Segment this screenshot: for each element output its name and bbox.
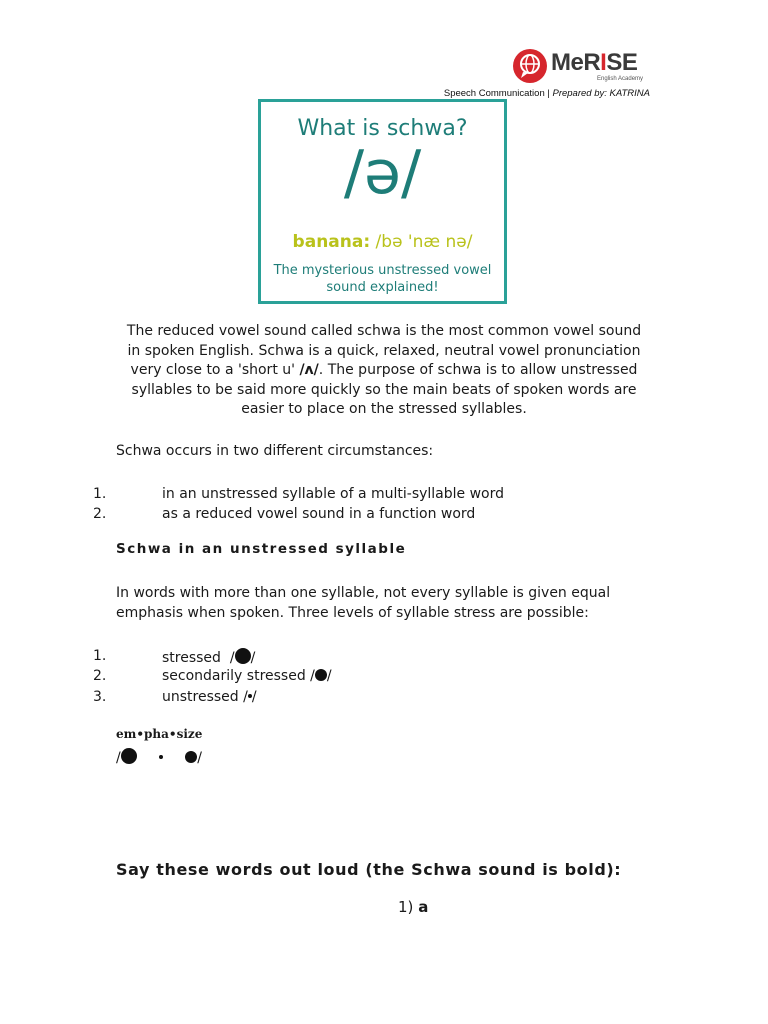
schwa-symbol: /ə/: [343, 138, 422, 208]
card-subtitle: [261, 262, 504, 296]
list-item: as a reduced vowel sound in a function word: [162, 506, 476, 522]
example-emphasize: em•pha•size: [116, 727, 203, 741]
document-header: [400, 88, 650, 99]
stressed-dot-icon: [121, 748, 137, 764]
circumstances-intro: Schwa occurs in two different circumstances:: [116, 443, 434, 459]
stress-level-unstressed: unstressed / /: [162, 689, 257, 705]
stress-level-stressed: stressed / /: [162, 650, 256, 666]
paragraph-line: very close to a 'short u' /ʌ/. The purpose of schwa is to allow unstressed: [130, 362, 638, 378]
globe-chat-icon: [513, 49, 547, 83]
paragraph-line: in spoken English. Schwa is a quick, relaxed, neutral vowel pronunciation: [127, 342, 641, 359]
word-item: 1) a: [398, 898, 429, 916]
paragraph-line: The reduced vowel sound called schwa is the most common vowel sound: [126, 323, 642, 339]
brand-name: MeRISE: [551, 49, 638, 76]
secondary-dot-icon: [315, 669, 327, 681]
card-title: What is schwa?: [297, 116, 468, 141]
paragraph-line: emphasis when spoken. Three levels of syllable stress are possible:: [116, 605, 589, 621]
short-u-ipa: /ʌ/: [299, 362, 319, 378]
prepared-by: Prepared by: KATRINA: [552, 88, 650, 99]
header-separator: |: [547, 88, 550, 99]
secondary-dot-icon: [185, 751, 197, 763]
stressed-dot-icon: [235, 648, 251, 664]
paragraph-line: easier to place on the stressed syllables.: [241, 401, 527, 417]
list-number: 1.: [93, 486, 107, 502]
list-number: 3.: [93, 689, 107, 705]
section-heading-say-words: Say these words out loud (the Schwa sound is bold):: [116, 860, 622, 879]
word-a: a: [418, 898, 429, 916]
brand-tagline: English Academy: [597, 76, 644, 82]
list-number: 2.: [93, 668, 107, 684]
list-item: in an unstressed syllable of a multi-syllable word: [162, 486, 505, 502]
card-example: [261, 232, 504, 252]
merise-logo: [513, 49, 653, 89]
section-heading-unstressed: Schwa in an unstressed syllable: [116, 541, 407, 557]
syllable-paragraph: [116, 583, 636, 623]
list-number: 1.: [93, 648, 107, 664]
example-ipa: /bə 'næ nə/: [375, 232, 473, 252]
schwa-card: [258, 99, 507, 304]
emphasize-stress-pattern: / /: [116, 750, 202, 766]
card-subtitle-line: The mysterious unstressed vowel: [273, 263, 492, 278]
paragraph-line: In words with more than one syllable, not every syllable is given equal: [116, 585, 611, 601]
example-word: banana:: [292, 232, 371, 252]
list-number: 2.: [93, 506, 107, 522]
course-name: Speech Communication: [443, 88, 545, 99]
intro-paragraph: [118, 322, 650, 420]
paragraph-line: syllables to be said more quickly so the main beats of spoken words are: [131, 381, 637, 398]
card-subtitle-line: sound explained!: [326, 280, 439, 295]
stress-level-secondary: secondarily stressed / /: [162, 668, 332, 684]
unstressed-dot-icon: [159, 755, 163, 759]
